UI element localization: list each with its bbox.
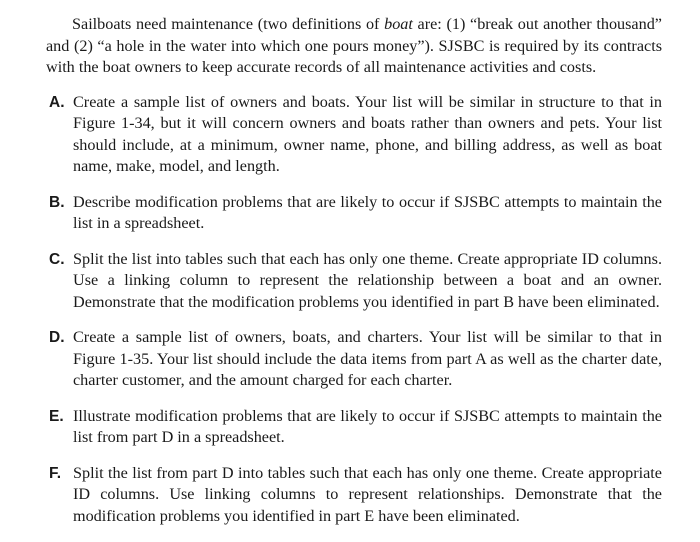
- item-letter: B.: [49, 193, 65, 211]
- item-text: Illustrate modification problems that are likely to occur if SJSBC attempts to maintain the list from part D in a spreadsheet.: [73, 406, 662, 446]
- item-letter: F.: [49, 464, 62, 482]
- intro-text-end: are: (1) “break out another thousand” and (2) “a hole in the water into which one pours money”). SJSBC is required by its contracts with the boat owners to keep accurate records of all maintenance activities and costs.: [46, 15, 662, 76]
- item-text: Describe modification problems that are likely to occur if SJSBC attempts to maintain the list in a spreadsheet.: [73, 192, 662, 232]
- item-text: Split the list from part D into tables such that each has only one theme. Create appropriate ID columns. Use linking columns to represent relationships. Demonstrate that the modification problems you identified in part E have been eliminated.: [73, 463, 662, 525]
- intro-paragraph: [46, 14, 662, 79]
- exercise-item-e: [46, 406, 662, 449]
- item-text: Split the list into tables such that each has only one theme. Create appropriate ID columns. Use a linking column to represent the relationship between a boat and an owner. Demonstrate that the modification problems you identified in part B have been eliminated.: [73, 249, 662, 311]
- item-text: Create a sample list of owners and boats. Your list will be similar in structure to that in Figure 1-34, but it will concern owners and boats rather than owners and pets. Your list should include, at a minimum, owner name, phone, and billing address, as well as boat name, make, model, and length.: [73, 92, 662, 175]
- item-letter: C.: [49, 250, 65, 268]
- exercise-item-a: [46, 92, 662, 178]
- item-letter: E.: [49, 407, 64, 425]
- intro-emphasis-boat: boat: [384, 15, 413, 33]
- intro-text-start: Sailboats need maintenance (two definitions of: [72, 15, 385, 33]
- item-letter: A.: [49, 93, 65, 111]
- exercise-item-f: [46, 463, 662, 528]
- item-text: Create a sample list of owners, boats, and charters. Your list will be similar to that in Figure 1-35. Your list should include the data items from part A as well as the charter date, charter customer, and the amount charged for each charter.: [73, 328, 662, 389]
- document-page: [46, 14, 662, 541]
- item-letter: D.: [49, 329, 65, 346]
- exercise-item-c: [46, 249, 662, 314]
- exercise-item-b: [46, 192, 662, 235]
- exercise-item-d: [46, 327, 662, 392]
